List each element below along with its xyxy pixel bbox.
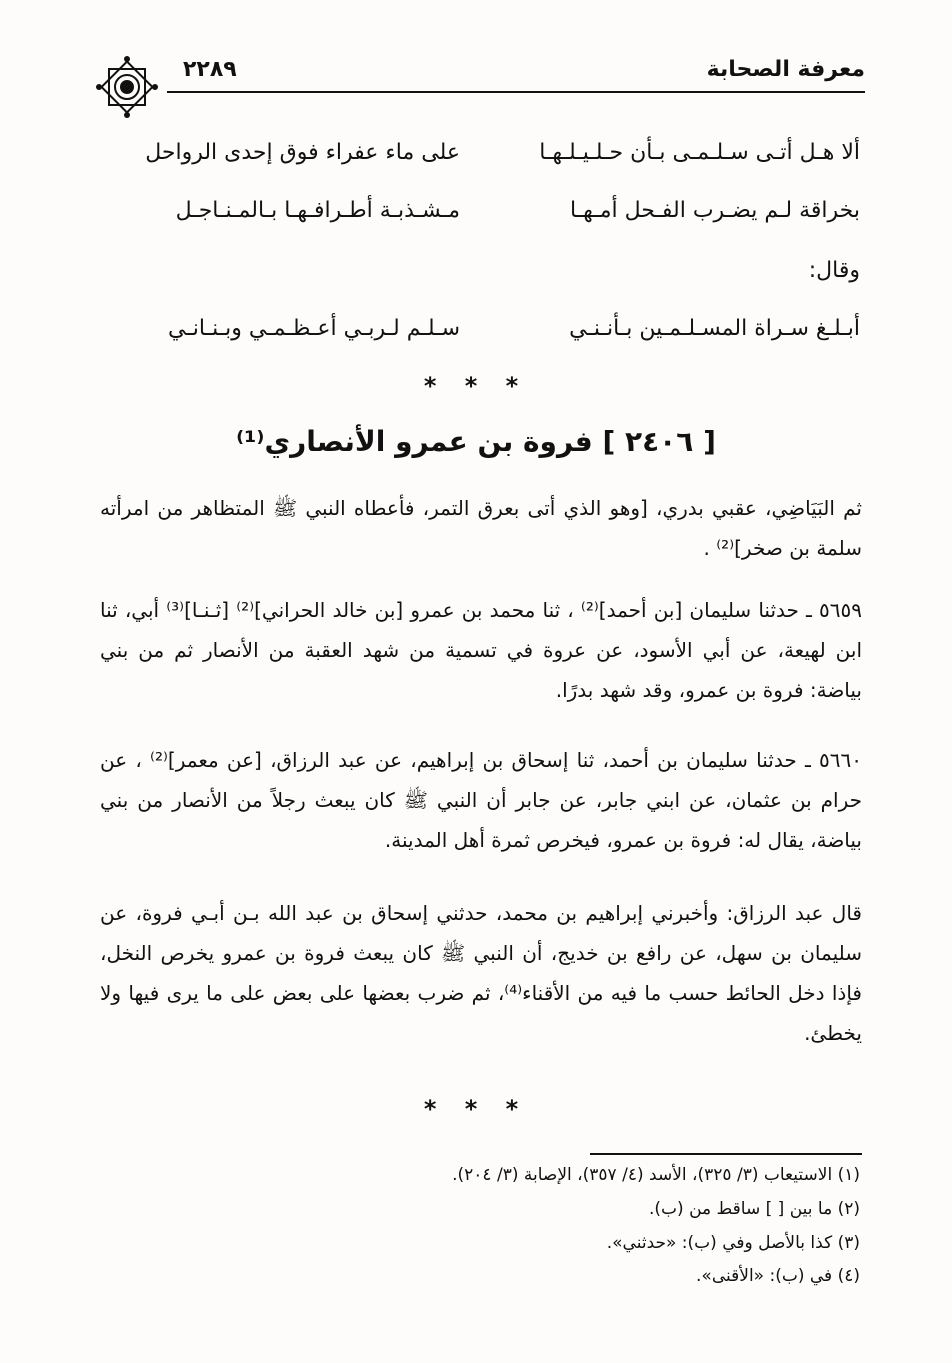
page-number: ٢٢٨٩ (183, 57, 237, 82)
footnote: (٣) كذا بالأصل وفي (ب): «حدثني». (606, 1233, 860, 1253)
header-rule (167, 91, 865, 93)
octagram-ornament-icon (95, 55, 159, 119)
footnote: (٢) ما بين [ ] ساقط من (ب). (649, 1199, 860, 1219)
paragraph: قال عبد الرزاق: وأخبرني إبراهيم بن محمد، حدثني إسحاق بن عبد الله بـن أبـي فروة، عن سليمان بن سهل، عن رافع بن خديج، أن النبي ﷺ كان يبعث فروة بن عمرو يخرص النخل، فإذا دخل الحائط حسب ما فيه من الأقناء⁽⁴⁾، ثم ضرب بعضها على بعض على ما يرى فيها ولا يخطئ. (100, 901, 862, 1045)
verse-hemistich-second: مـشـذبـة أطـرافـهـا بـالمـنـاجـل (175, 198, 460, 223)
verse-hemistich-second: سـلـم لـربـي أعـظـمـي وبـنـانـي (168, 316, 460, 341)
section-separator: * * * (423, 372, 529, 400)
paragraph: ٥٦٦٠ ـ حدثنا سليمان بن أحمد، ثنا إسحاق بن إبراهيم، عن عبد الرزاق، [عن معمر]⁽²⁾ ، عن حرام بن عثمان، عن ابني جابر، عن جابر أن النبي ﷺ كان يبعث رجلاً من الأنصار من بني بياضة، يقال له: فروة بن عمرو، فيخرص ثمرة أهل المدينة. (100, 748, 862, 852)
footnote-rule (590, 1153, 862, 1155)
verse-hemistich-second: على ماء عفراء فوق إحدى الرواحل (145, 140, 460, 165)
section-separator: * * * (423, 1095, 529, 1123)
verse-line (150, 198, 860, 238)
verse-line (145, 140, 860, 180)
verse-hemistich-first: بخراقة لـم يضـرب الفـحل أمـهـا (569, 198, 860, 223)
footnote: (٤) في (ب): «الأقنى». (696, 1266, 860, 1286)
running-title: معرفة الصحابة (706, 57, 865, 82)
running-header (95, 55, 865, 105)
footnote: (١) الاستيعاب (٣/ ٣٢٥)، الأسد (٤/ ٣٥٧)، الإصابة (٣/ ٢٠٤). (452, 1165, 860, 1185)
entry-heading: [ ٢٤٠٦ ] فروة بن عمرو الأنصاري⁽¹⁾ (236, 425, 716, 458)
verse-line (150, 316, 860, 356)
verse-hemistich-first: أبـلـغ سـراة المسـلـمـين بـأنـنـي (569, 316, 860, 341)
qala-label: وقال: (808, 258, 860, 283)
verse-hemistich-first: ألا هـل أتـى سـلـمـى بـأن حـلـيـلـهـا (539, 140, 860, 165)
paragraph: ثم البَيَاضِي، عقبي بدري، [وهو الذي أتى بعرق التمر، فأعطاه النبي ﷺ المتظاهر من امرأته سلمة بن صخر]⁽²⁾ . (100, 496, 862, 560)
paragraph: ٥٦٥٩ ـ حدثنا سليمان [بن أحمد]⁽²⁾ ، ثنا محمد بن عمرو [بن خالد الحراني]⁽²⁾ [ثـنـا]⁽³⁾ أبي، ثنا ابن لهيعة، عن أبي الأسود، عن عروة في تسمية من شهد العقبة من الأنصار ثم من بني بياضة: فروة بن عمرو، وقد شهد بدرًا. (100, 598, 863, 702)
